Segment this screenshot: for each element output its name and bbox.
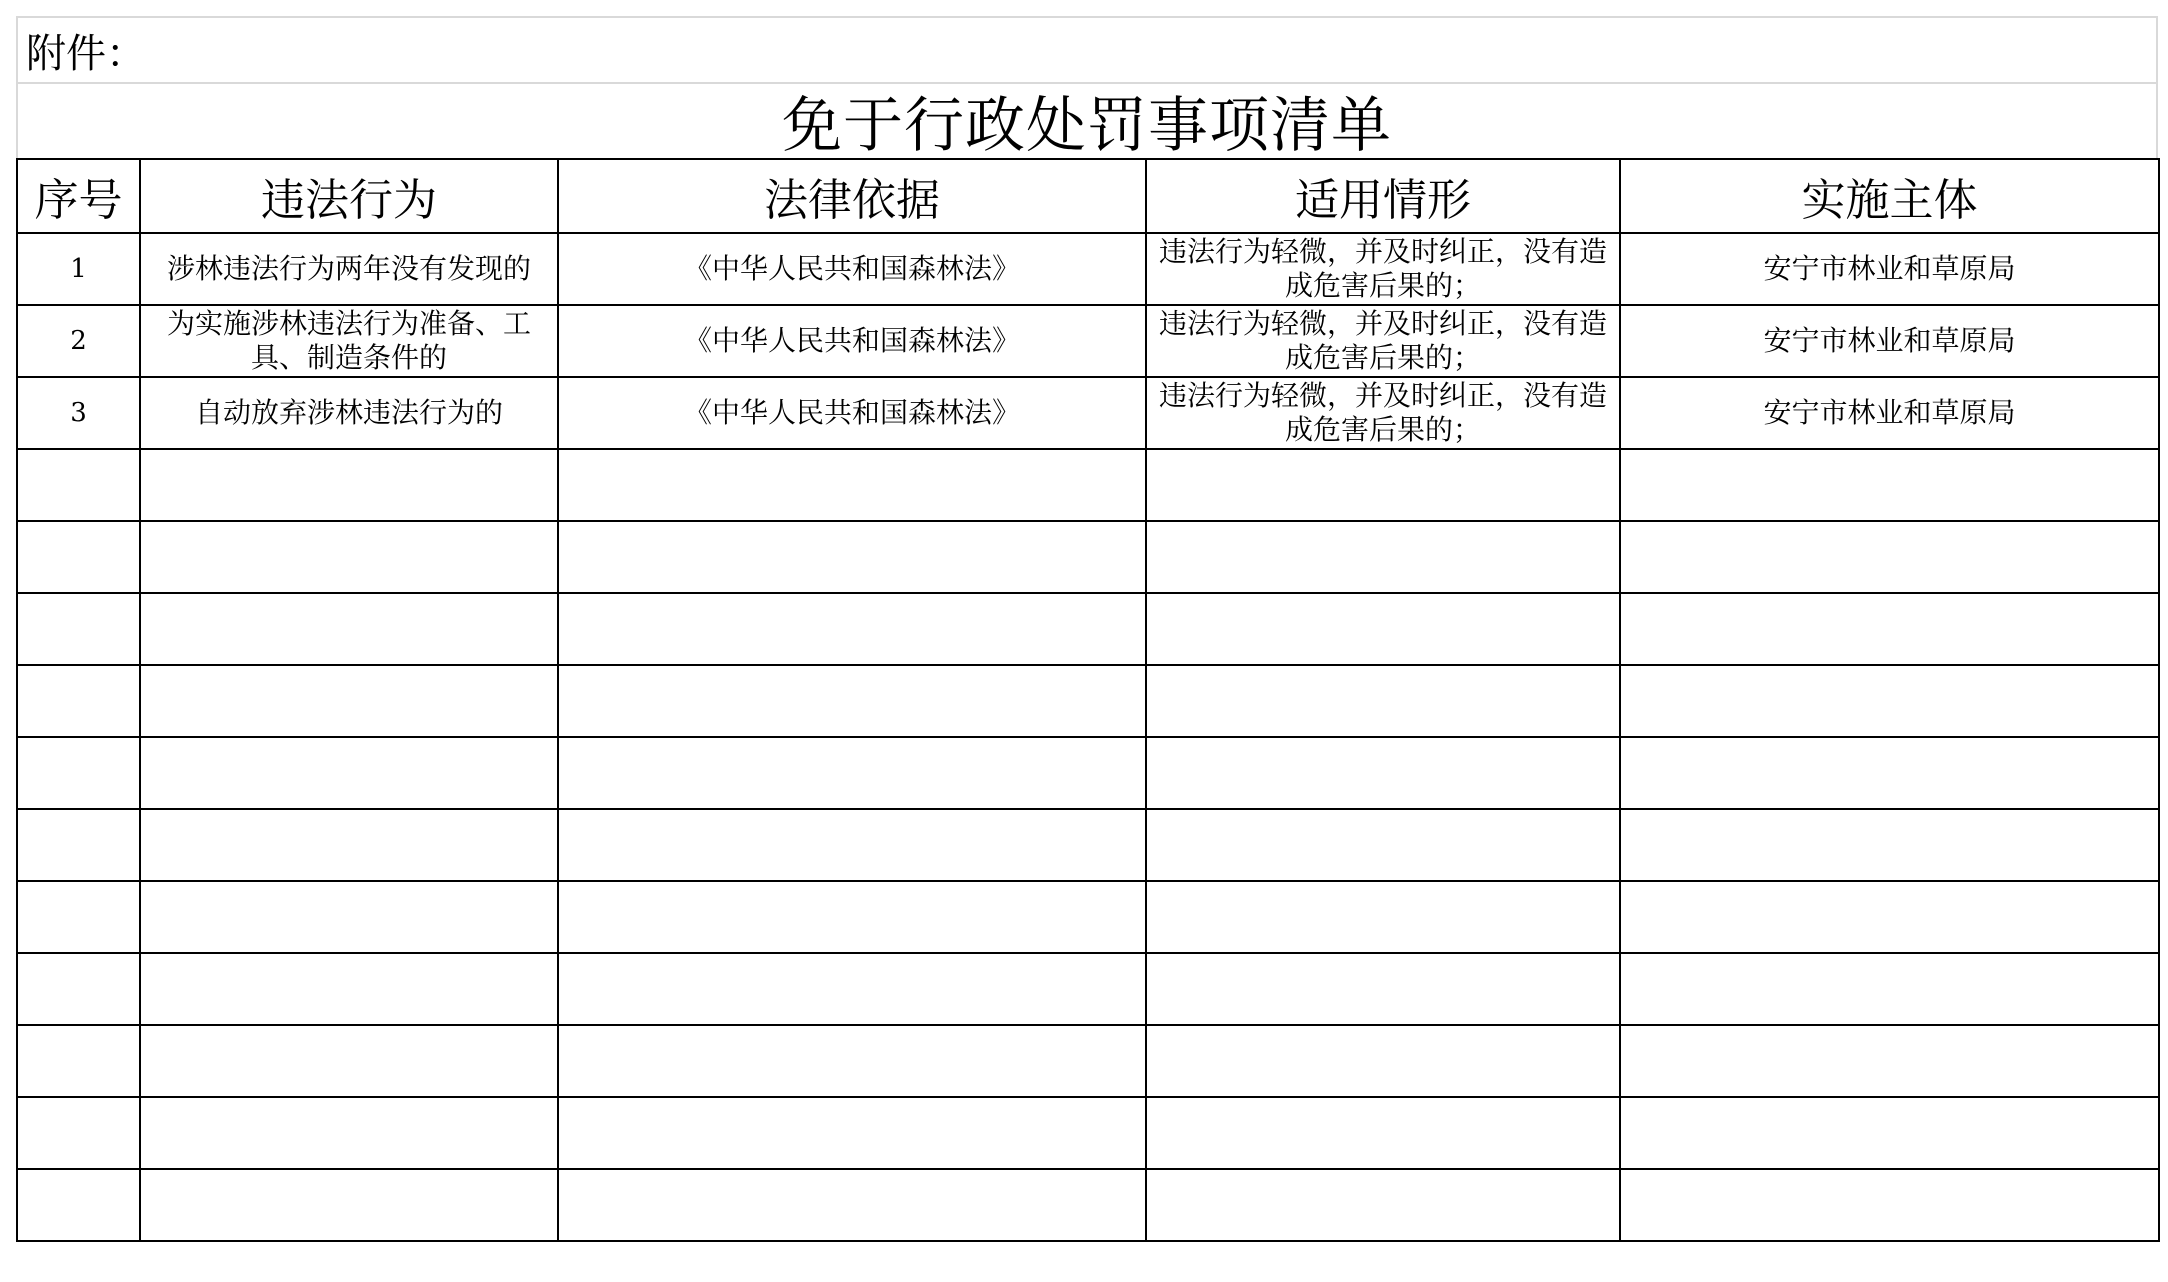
empty-cell[interactable] <box>558 737 1146 809</box>
empty-cell[interactable] <box>17 1169 140 1241</box>
empty-cell[interactable] <box>558 881 1146 953</box>
cell-basis[interactable]: 《中华人民共和国森林法》 <box>558 305 1146 377</box>
empty-cell[interactable] <box>1146 1097 1620 1169</box>
empty-cell[interactable] <box>1620 665 2159 737</box>
empty-cell[interactable] <box>1620 521 2159 593</box>
table-row <box>17 377 2159 449</box>
attachment-label: 附件： <box>26 30 146 77</box>
empty-cell[interactable] <box>1146 521 1620 593</box>
table-row <box>17 233 2159 305</box>
cell-no[interactable]: 3 <box>17 377 140 449</box>
empty-row <box>17 1169 2159 1241</box>
header-condition[interactable]: 适用情形 <box>1146 159 1620 233</box>
empty-cell[interactable] <box>17 1097 140 1169</box>
empty-cell[interactable] <box>17 1025 140 1097</box>
empty-row <box>17 809 2159 881</box>
empty-row <box>17 521 2159 593</box>
empty-cell[interactable] <box>1146 1169 1620 1241</box>
empty-row <box>17 881 2159 953</box>
spreadsheet-sheet <box>16 16 2158 1242</box>
empty-cell[interactable] <box>17 737 140 809</box>
empty-cell[interactable] <box>558 593 1146 665</box>
cell-no[interactable]: 1 <box>17 233 140 305</box>
empty-cell[interactable] <box>1620 1169 2159 1241</box>
empty-cell[interactable] <box>558 1025 1146 1097</box>
empty-cell[interactable] <box>140 521 558 593</box>
empty-cell[interactable] <box>1620 1025 2159 1097</box>
empty-cell[interactable] <box>17 953 140 1025</box>
empty-cell[interactable] <box>140 809 558 881</box>
empty-cell[interactable] <box>17 521 140 593</box>
header-basis[interactable]: 法律依据 <box>558 159 1146 233</box>
header-row <box>17 159 2159 233</box>
cell-act[interactable]: 为实施涉林违法行为准备、工具、制造条件的 <box>140 305 558 377</box>
empty-cell[interactable] <box>1146 809 1620 881</box>
exemption-table <box>16 158 2160 1242</box>
header-no[interactable]: 序号 <box>17 159 140 233</box>
header-act[interactable]: 违法行为 <box>140 159 558 233</box>
empty-cell[interactable] <box>1146 881 1620 953</box>
empty-cell[interactable] <box>558 521 1146 593</box>
cell-subject[interactable]: 安宁市林业和草原局 <box>1620 377 2159 449</box>
empty-row <box>17 1097 2159 1169</box>
empty-cell[interactable] <box>17 593 140 665</box>
cell-act[interactable]: 自动放弃涉林违法行为的 <box>140 377 558 449</box>
empty-cell[interactable] <box>558 1169 1146 1241</box>
table-row <box>17 305 2159 377</box>
cell-basis[interactable]: 《中华人民共和国森林法》 <box>558 233 1146 305</box>
empty-row <box>17 737 2159 809</box>
empty-row <box>17 953 2159 1025</box>
empty-cell[interactable] <box>140 737 558 809</box>
empty-cell[interactable] <box>558 665 1146 737</box>
empty-cell[interactable] <box>140 449 558 521</box>
cell-no[interactable]: 2 <box>17 305 140 377</box>
cell-act[interactable]: 涉林违法行为两年没有发现的 <box>140 233 558 305</box>
empty-cell[interactable] <box>140 953 558 1025</box>
cell-condition[interactable]: 违法行为轻微，并及时纠正，没有造成危害后果的； <box>1146 377 1620 449</box>
empty-cell[interactable] <box>140 593 558 665</box>
empty-cell[interactable] <box>17 665 140 737</box>
empty-cell[interactable] <box>1146 593 1620 665</box>
empty-cell[interactable] <box>140 1097 558 1169</box>
empty-cell[interactable] <box>140 881 558 953</box>
cell-condition[interactable]: 违法行为轻微，并及时纠正，没有造成危害后果的； <box>1146 233 1620 305</box>
header-subject[interactable]: 实施主体 <box>1620 159 2159 233</box>
empty-cell[interactable] <box>1620 737 2159 809</box>
empty-row <box>17 449 2159 521</box>
empty-cell[interactable] <box>1620 449 2159 521</box>
empty-cell[interactable] <box>558 449 1146 521</box>
empty-cell[interactable] <box>1620 1097 2159 1169</box>
empty-cell[interactable] <box>1146 449 1620 521</box>
attachment-row[interactable] <box>16 18 2158 84</box>
empty-row <box>17 1025 2159 1097</box>
empty-cell[interactable] <box>1620 881 2159 953</box>
cell-subject[interactable]: 安宁市林业和草原局 <box>1620 305 2159 377</box>
empty-cell[interactable] <box>140 1169 558 1241</box>
empty-cell[interactable] <box>1620 593 2159 665</box>
empty-cell[interactable] <box>1146 1025 1620 1097</box>
cell-condition[interactable]: 违法行为轻微，并及时纠正，没有造成危害后果的； <box>1146 305 1620 377</box>
empty-cell[interactable] <box>1620 953 2159 1025</box>
title-row[interactable] <box>16 84 2158 161</box>
empty-row <box>17 665 2159 737</box>
empty-row <box>17 593 2159 665</box>
empty-cell[interactable] <box>1146 737 1620 809</box>
empty-cell[interactable] <box>1146 953 1620 1025</box>
empty-cell[interactable] <box>140 1025 558 1097</box>
empty-cell[interactable] <box>1620 809 2159 881</box>
empty-cell[interactable] <box>17 449 140 521</box>
empty-cell[interactable] <box>140 665 558 737</box>
empty-cell[interactable] <box>17 809 140 881</box>
page-title: 免于行政处罚事项清单 <box>782 91 1392 161</box>
empty-cell[interactable] <box>558 809 1146 881</box>
cell-basis[interactable]: 《中华人民共和国森林法》 <box>558 377 1146 449</box>
empty-cell[interactable] <box>558 953 1146 1025</box>
empty-cell[interactable] <box>1146 665 1620 737</box>
empty-cell[interactable] <box>558 1097 1146 1169</box>
cell-subject[interactable]: 安宁市林业和草原局 <box>1620 233 2159 305</box>
empty-cell[interactable] <box>17 881 140 953</box>
